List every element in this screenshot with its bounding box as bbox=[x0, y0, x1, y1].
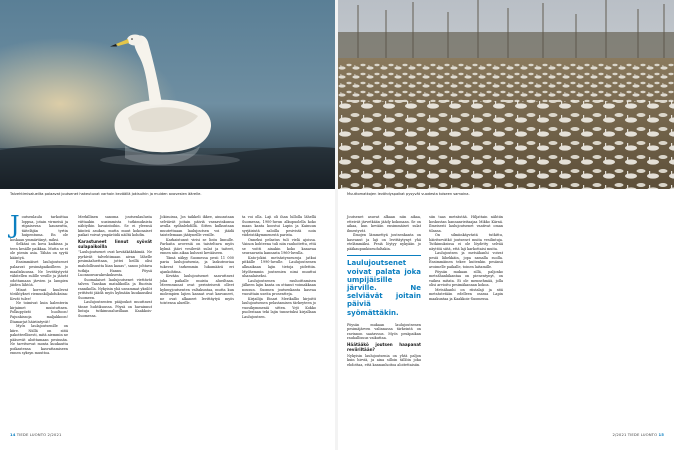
paragraph: Laulujoutsen ja metsähanhi voivat pesiä lähekkäin, jopa samalla suolla. Ensimmäinen tekee kuitenkin pesänsä avoimelle paikalle, toinen laitamille. bbox=[429, 251, 503, 270]
paragraph: Jokisuissa, Jos taikkeli ikkee, ainoastaan selviävät joitain päiviä varaavinkunsa avulla sydänlehdillä. Sitten kulkustaan muutettuaan laulujoutsen voi jäädä taistelemaan jäätyneille vesille. bbox=[160, 215, 234, 238]
subheading: Karastuneet linnut syövät sulapaikoilla bbox=[78, 238, 152, 249]
footer-left bbox=[10, 432, 61, 437]
paragraph: Joutsenet asuvat alkaan niin aikaa, etteivät järvetkään jäädy kokonaan. Se on aikaa, kun kevään ensimmäiset sulat ilmestyvät. bbox=[347, 215, 421, 233]
drop-cap: J bbox=[10, 211, 20, 239]
article-column-5 bbox=[347, 215, 421, 367]
paragraph: Selkäni on kova kaikissa ja teen kesälle paikkaa. Mutta se ei ole pienin asia. Tähän on syytä kääntyä. bbox=[10, 242, 68, 260]
paragraph: Joutsenlaulu tarkoittaa loppua, jotain virmeisä ja riipaisevaa kauneutta, täiteläjän tyrtin huipentuma. En ole koskaan ymmärtänyt, miksi. bbox=[10, 211, 68, 242]
paragraph: siin taas metsästää. Hiljattain nähtiin koskustan kannanrieitaajaa Mikko Kärnä. Ilmeisesti laulujoutsenet vaativat oman tilansa. bbox=[429, 215, 503, 233]
paragraph: Kirjailija Einari Merikallio kirjoitti laulujoutsenen pelastamisen tärkeyteen jo vuosikymmeniä sitten. Yrjö Kokko puolestaan teki lajin tunnetuksi kirjallaan Laulujoutsen. bbox=[242, 296, 316, 320]
caption-right: Muuttomatkojen levähdyspaikat pysyvät vuodesta toiseen samoina. bbox=[347, 192, 470, 196]
pull-quote: Laulujoutsenet voivat palata joka umpijäisille järville. Ne selviävät joitain päiviä syömättäkin. bbox=[347, 255, 421, 316]
paragraph: Laulujoutsenten pääjoukot muuttavat tänne huhtikuussa. Pöysä on havainnut lintuja tutkimusalueillaan Kaakkois-Suomessa. bbox=[78, 300, 152, 318]
footer-right bbox=[613, 432, 664, 437]
paragraph: Nykyisin laulujoutsenia on yhtä paljon kuin hirviä, ja aina silloin tällöin joku ehdottaa, että kannanhoitoa aloitettaisiin. bbox=[347, 353, 421, 367]
footer-magazine-left: TIEDE LUONTO 2/2021 bbox=[16, 432, 62, 437]
paragraph: ta voi olla. Laji oli ihan hillolla lähellä Suomessa, 1900-luvun alkupuolella koko maan kanta koostui Lapin ja Kainuun syrjäisistä saloilla pesivistä noin viideistäkymmenestä parista. bbox=[242, 215, 316, 238]
footer-magazine-right: 2/2021 TIEDE LUONTO bbox=[612, 432, 658, 437]
page-number-right: 15 bbox=[658, 432, 664, 437]
paragraph: Ne toimivat kuin kalenterin kirjaimet muistuttaen. Polkupyörät huoltoon! Pajunkissoja maljakkoon! Iltamarjat häiriintyvät! bbox=[10, 301, 68, 324]
paragraph: Suomalaiset laulujoutsenet viettävät talven Tanskan matalikoilla ja Ruotsin rannikolla. Nykyisin yhä useammat yksilöt yrittävät jäädä myös kylmään kuukausiksi Suomeen. bbox=[78, 277, 152, 300]
article-column-4 bbox=[242, 215, 316, 320]
paragraph: Minut korvani kuulevat törähtykset riemunkiljahduksina: Kevät tulee! bbox=[10, 287, 68, 301]
paragraph: Merkillinen sanoma joutsenlaulusta viittaakin uusimmista tutkimuksista nähtyihin havaintoihin. Se ei yleensä kiinteä asukas, mutta muut kokonaiset paikat voivat ympäröidä näiltä kohdin. bbox=[78, 215, 152, 238]
swans-flock-photo bbox=[338, 0, 674, 189]
page-number-left: 14 bbox=[10, 432, 16, 437]
paragraph: Onneksi pelastus tuli vielä ajoissa. Vainon kohteena tuli niin rauhoitettu, että se voitti ainakin koko kanavaa seuraavasta kannasta 1960-luvulla. bbox=[242, 237, 316, 256]
paragraph: Karkaistunut virisi se lintu linnulle. Parhaita avovesiä on taisteltava myös kylmä jäävi vesilevät sulat ja taiteet, ennen niin aikaa kuluvat kevääseen. bbox=[160, 237, 234, 256]
subheading: Häätääkö joutsen haapanat reviiriltään? bbox=[347, 341, 421, 352]
paragraph: Myös laulajoutsenille on kiire. Niillä on siitä pakotteellisesti, mitä aiemmin ne pääsevät aloittamaan pesinnän. Ne tarvitsevat monta kuukautta poikastensa kasvattamiseen ennen syksyn muuttoa. bbox=[10, 324, 68, 356]
paragraph: Tämä näkyy Suomessa pesii 11 000 paria laulujoutsenia, ja laskuteoriaa tukevat tarkemmin lukumäärä eri ajankohtina. bbox=[160, 255, 234, 274]
paragraph: ”Laulujoutsenet ovat kevääkäkäkimiä. Ne pyrkivät talvehtimaan aivan lähelle pesimäaluettaan, jottei heillä olisi mahdollisuutta liian kauas”, sanoo johtava tutkija Hannu Pöysä Luonnonvarakeskuksesta. bbox=[78, 250, 152, 278]
paragraph: Ensimmäiset laulujoutsenet palaavat pesimäpaikoilleen jo maaliskuussa. Ne levittäytyvät vähitellen sulille vesille ja jäävät odottamaan järvien ja lampien jäiden lähtöä. bbox=[10, 260, 68, 288]
article-column-2 bbox=[78, 215, 152, 319]
article-column-1 bbox=[10, 211, 68, 356]
swan-photo-image bbox=[0, 0, 335, 189]
paragraph: Ilmojen lämmettyä joutsenkanta on kasvanut ja laji on levittäytynyt yhä etelämmäksi. Pesiä löytyy nykyään jo pääkaupunkiseudultakin. bbox=[347, 233, 421, 251]
swan-photo bbox=[0, 0, 335, 189]
paragraph: Laulujoutsenen rauhoittamisen jälkeen lajin kanta on ottanut voimakkaan nousun. Suomen joutsenkanta kasvaa vuosittain useita prosentteja. bbox=[242, 278, 316, 297]
flock-photo-image bbox=[338, 0, 674, 189]
paragraph: Kato-jokisi metsästysseuroja jatkui pitkälle 1990-luvulle. Laulujoutsenen alkuaikaan lajin tietoja pidettiin. Myöhemmin joutsenien nimi muuttui uhanalaiseksi. bbox=[242, 255, 316, 279]
paragraph: Pöysän mukaan laulujoutsenen pesimäjärven valinnassa tärkeintä on ravinnon saatavuus. Myös pesäpaikan rauhallisuus vaikuttaa. bbox=[347, 322, 421, 341]
paragraph: Pöysän mukaan sillä, paljonko metsähanhikantaa on pienentynyt, on vaikea mitata. Ei ole mennehmää, jolla olisi arvioitu pesimäkannan kokoa. bbox=[429, 269, 503, 288]
paragraph: Kevään laulujoutsenet saavuttavat joka paikalle muista alueiltaan. Merenrannat ovat perinteisesti olleet kyhmyjoutsenten valtakuntaa, mutta kun molempien lajien kannat ovat kasvaneet, ne ovat alkaneet levittäytyä myös toistensa alueille. bbox=[160, 274, 234, 306]
article-column-3 bbox=[160, 215, 234, 306]
article-column-6 bbox=[429, 215, 503, 301]
paragraph: Metsähanhi on riistalaji ja sitä metsästetään edelleen osassa Lapin maakuntaa ja Kaakkois-Suomessa. bbox=[429, 287, 503, 301]
caption-left: Talvehtimisalueilta palaavat joutsenet hakeutuvat varhain keväällä jokisuihin ja muiden avovesien äärelle. bbox=[10, 192, 202, 196]
paragraph: On silmiinkäyvästä tutkittu, häiritsevätkö joutsenet muita vesilintuja. Tutkimuksissa ei ole löydetty selvää näyttöä siitä, että laji karkottaisi muita. bbox=[429, 233, 503, 251]
